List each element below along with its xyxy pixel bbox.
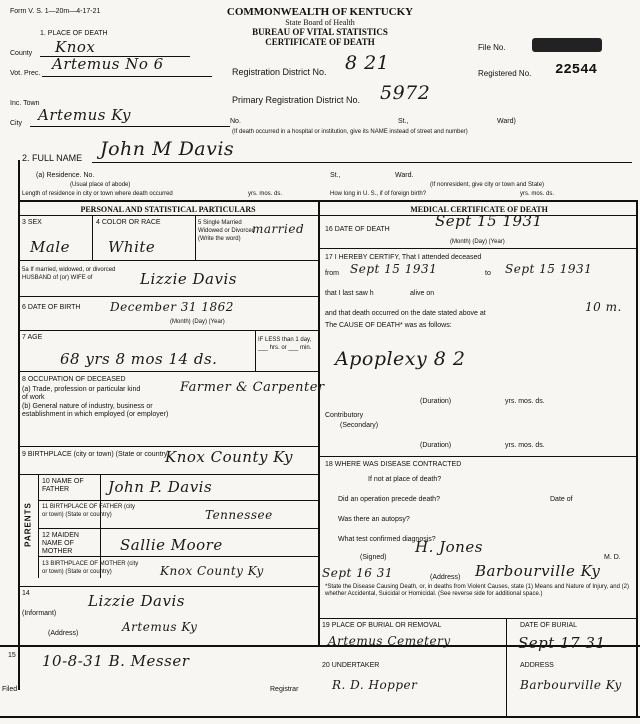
alive-on: alive on xyxy=(410,290,435,297)
dob-label: 6 DATE OF BIRTH xyxy=(22,304,81,311)
ward-label: Ward) xyxy=(497,118,516,125)
filed-sub: Filed xyxy=(2,686,18,693)
burial-value: Artemus Cemetery xyxy=(328,634,451,648)
county-value: Knox xyxy=(55,38,96,56)
cause-text: The CAUSE OF DEATH* was as follows: xyxy=(325,322,452,329)
residence-ward: Ward. xyxy=(395,172,414,179)
spouse-row-rule xyxy=(18,296,318,297)
md-label: M. D. xyxy=(604,554,621,561)
father-name-label: 10 NAME OF FATHER xyxy=(42,478,84,493)
duration-2-yrs: yrs. mos. ds. xyxy=(505,442,545,449)
us-yrs: yrs. mos. ds. xyxy=(520,191,555,197)
operation: Did an operation precede death? xyxy=(338,496,440,503)
sign-address-value: Barbourville Ky xyxy=(475,562,601,580)
father-birthplace-value: Tennessee xyxy=(205,508,273,522)
time-value: 10 m. xyxy=(585,300,622,314)
cause-note: *State the Disease Causing Death, or, in deaths from Violent Causes, state (1) Means and Nature of Injury, and (2) whether Accidental, Suicidal or Homicidal. (See reverse side for additional space.) xyxy=(325,584,629,597)
undertaker-value: R. D. Hopper xyxy=(332,678,418,692)
registration-district-label: Registration District No. xyxy=(232,67,327,77)
primary-registration-value: 5972 xyxy=(380,82,431,104)
informant-sub: (Informant) xyxy=(22,610,57,617)
date-of-death-label: 16 DATE OF DEATH xyxy=(325,226,390,233)
medical-section-title: MEDICAL CERTIFICATE OF DEATH xyxy=(410,205,548,214)
father-rule xyxy=(38,500,318,501)
sex-value: Male xyxy=(30,238,70,256)
dod-sub: (Month) (Day) (Year) xyxy=(450,239,505,245)
vot-prec-value: Artemus No 6 xyxy=(52,55,164,73)
primary-registration-label: Primary Registration District No. xyxy=(232,95,361,105)
file-no-label: File No. xyxy=(478,43,506,52)
residence-yrs: yrs. mos. ds. xyxy=(248,191,283,197)
header-line3: BUREAU OF VITAL STATISTICS xyxy=(252,27,388,37)
right-border xyxy=(636,200,638,718)
left-border xyxy=(18,160,20,690)
burial-label: 19 PLACE OF BURIAL OR REMOVAL xyxy=(322,622,442,629)
mother-birthplace-value: Knox County Ky xyxy=(160,564,264,578)
residence-note1: (Usual place of abode) xyxy=(70,182,131,188)
age-label: 7 AGE xyxy=(22,334,43,341)
duration-2: (Duration) xyxy=(420,442,452,449)
age-rule xyxy=(255,331,256,371)
residence-note2: (If nonresident, give city or town and State) xyxy=(430,182,545,188)
full-name-value: John M Davis xyxy=(100,138,235,160)
registered-no-value: 22544 xyxy=(555,62,598,78)
title-rule xyxy=(18,215,638,216)
mother-name-value: Sallie Moore xyxy=(120,536,223,554)
form-id: Form V. S. 1—20m—4-17-21 xyxy=(10,8,101,15)
personal-section-title: PERSONAL AND STATISTICAL PARTICULARS xyxy=(80,205,256,214)
undertaker-address-value: Barbourville Ky xyxy=(520,678,622,692)
attended-to: Sept 15 1931 xyxy=(505,262,593,276)
occ-row-rule xyxy=(18,446,318,447)
to-label: to xyxy=(485,270,491,277)
full-name-label: 2. FULL NAME xyxy=(22,153,83,163)
duration-1: (Duration) xyxy=(420,398,452,405)
sign-address-label: (Address) xyxy=(430,574,461,581)
parents-rule xyxy=(38,474,39,578)
sex-row-rule xyxy=(18,260,318,261)
registration-district-value: 8 21 xyxy=(345,52,390,74)
undertaker-label: 20 UNDERTAKER xyxy=(322,662,380,669)
length-residence: Length of residence in city or town where death occurred xyxy=(22,191,173,197)
burial-rule xyxy=(506,618,507,718)
spouse-value: Lizzie Davis xyxy=(140,270,237,288)
residence-label: (a) Residence. No. xyxy=(36,172,95,179)
informant-num: 14 xyxy=(22,590,30,597)
occupation-b: (b) General nature of industry, business or establishment in which employed (or employer) xyxy=(22,403,169,418)
date-burial-value: Sept 17 31 xyxy=(518,634,606,652)
confirmed: What test confirmed diagnosis? xyxy=(338,536,436,543)
center-rule xyxy=(318,200,320,645)
signed-value: H. Jones xyxy=(415,538,483,556)
birth-row-rule xyxy=(18,474,318,475)
registrar-label: Registrar xyxy=(270,686,299,693)
full-name-line xyxy=(92,162,632,163)
color-value: White xyxy=(108,238,156,256)
how-long-us: How long in U. S., if of foreign birth? xyxy=(330,191,427,197)
mother-birthplace-label: 13 BIRTHPLACE OF MOTHER (city or town) (State or country) xyxy=(42,561,139,575)
mother-name-label: 12 MAIDEN NAME OF MOTHER xyxy=(42,532,79,555)
birthplace-label: 9 BIRTHPLACE (city or town) (State or country) xyxy=(22,451,170,458)
parents-bottom-rule xyxy=(18,586,318,587)
certify-label: 17 I HEREBY CERTIFY, That I attended deceased xyxy=(325,254,482,261)
residence-st: St., xyxy=(330,172,341,179)
note-rule xyxy=(318,618,638,619)
informant-address-value: Artemus Ky xyxy=(122,620,198,634)
sign-date: Sept 16 31 xyxy=(322,566,393,580)
informant-address-label: (Address) xyxy=(48,630,79,637)
mother-rule xyxy=(38,556,318,557)
signed-label: (Signed) xyxy=(360,554,387,561)
occupation-a: (a) Trade, profession or particular kind of work xyxy=(22,386,141,401)
filed-num: 15 xyxy=(8,652,16,659)
header-line2: State Board of Health xyxy=(285,18,355,27)
undertaker-address-label: ADDRESS xyxy=(520,662,554,669)
age-value: 68 yrs 8 mos 14 ds. xyxy=(60,350,218,368)
filed-value: 10-8-31 B. Messer xyxy=(42,652,190,670)
birthplace-value: Knox County Ky xyxy=(165,448,293,466)
date-of-death-value: Sept 15 1931 xyxy=(435,212,543,230)
disease-contracted: 18 WHERE WAS DISEASE CONTRACTED xyxy=(325,461,462,468)
duration-1-yrs: yrs. mos. ds. xyxy=(505,398,545,405)
marital-value: married xyxy=(252,222,305,236)
last-saw: that I last saw h xyxy=(325,290,374,297)
parents-vertical-label: PARENTS xyxy=(23,502,33,547)
from-label: from xyxy=(325,270,339,277)
father-bp-rule xyxy=(38,528,318,529)
age-row-rule xyxy=(18,371,318,372)
page-bottom-rule xyxy=(0,716,640,718)
date-burial-label: DATE OF BURIAL xyxy=(520,622,578,629)
occurred-text: and that death occurred on the date stated above at xyxy=(325,310,486,317)
hospital-note: (If death occurred in a hospital or institution, give its NAME instead of street and number) xyxy=(232,129,468,135)
vot-line xyxy=(42,76,212,77)
attended-from: Sept 15 1931 xyxy=(350,262,438,276)
autopsy: Was there an autopsy? xyxy=(338,516,410,523)
cause-value: Apoplexy 8 2 xyxy=(335,348,466,370)
spouse-label: 5a If married, widowed, or divorced HUSBAND of (or) WIFE of xyxy=(22,267,116,281)
occupation-value: Farmer & Carpenter xyxy=(180,380,325,395)
father-birthplace-label: 11 BIRTHPLACE OF FATHER (city or town) (State or country) xyxy=(42,504,136,518)
dod-rule xyxy=(318,248,638,249)
header-line1: COMMONWEALTH OF KENTUCKY xyxy=(226,6,414,18)
contributory: Contributory xyxy=(325,412,364,419)
header-line4: CERTIFICATE OF DEATH xyxy=(265,37,375,47)
color-rule xyxy=(195,216,196,260)
inc-town-label: Inc. Town xyxy=(10,100,40,107)
city-value: Artemus Ky xyxy=(38,106,131,124)
if-less: IF LESS than 1 day, ___ hrs. or ___ min. xyxy=(258,337,312,351)
dob-sub: (Month) (Day) (Year) xyxy=(170,319,225,325)
section-top-rule xyxy=(18,200,638,202)
no-label: No. xyxy=(230,118,241,125)
sex-label: 3 SEX xyxy=(22,219,42,226)
date-of: Date of xyxy=(550,496,573,503)
dob-row-rule xyxy=(18,330,318,331)
informant-value: Lizzie Davis xyxy=(88,592,185,610)
vot-prec-label: Vot. Prec. xyxy=(10,70,41,77)
file-no-redacted xyxy=(532,38,602,52)
secondary: (Secondary) xyxy=(340,422,379,429)
cause-rule xyxy=(318,456,638,457)
st-label: St., xyxy=(398,118,409,125)
city-label: City xyxy=(10,120,23,127)
father-name-value: John P. Davis xyxy=(108,478,213,496)
city-line xyxy=(30,126,230,127)
color-label: 4 COLOR OR RACE xyxy=(96,219,161,226)
registered-no-label: Registered No. xyxy=(478,69,532,78)
sex-rule xyxy=(92,216,93,260)
marital-label: 5 Single Married Widowed or Divorced (Write the word) xyxy=(198,220,256,242)
county-label: County xyxy=(10,50,33,57)
dob-value: December 31 1862 xyxy=(110,300,234,314)
not-at-place: If not at place of death? xyxy=(368,476,442,483)
occupation-label: 8 OCCUPATION OF DECEASED xyxy=(22,376,126,383)
place-of-death-label: 1. PLACE OF DEATH xyxy=(40,30,108,37)
